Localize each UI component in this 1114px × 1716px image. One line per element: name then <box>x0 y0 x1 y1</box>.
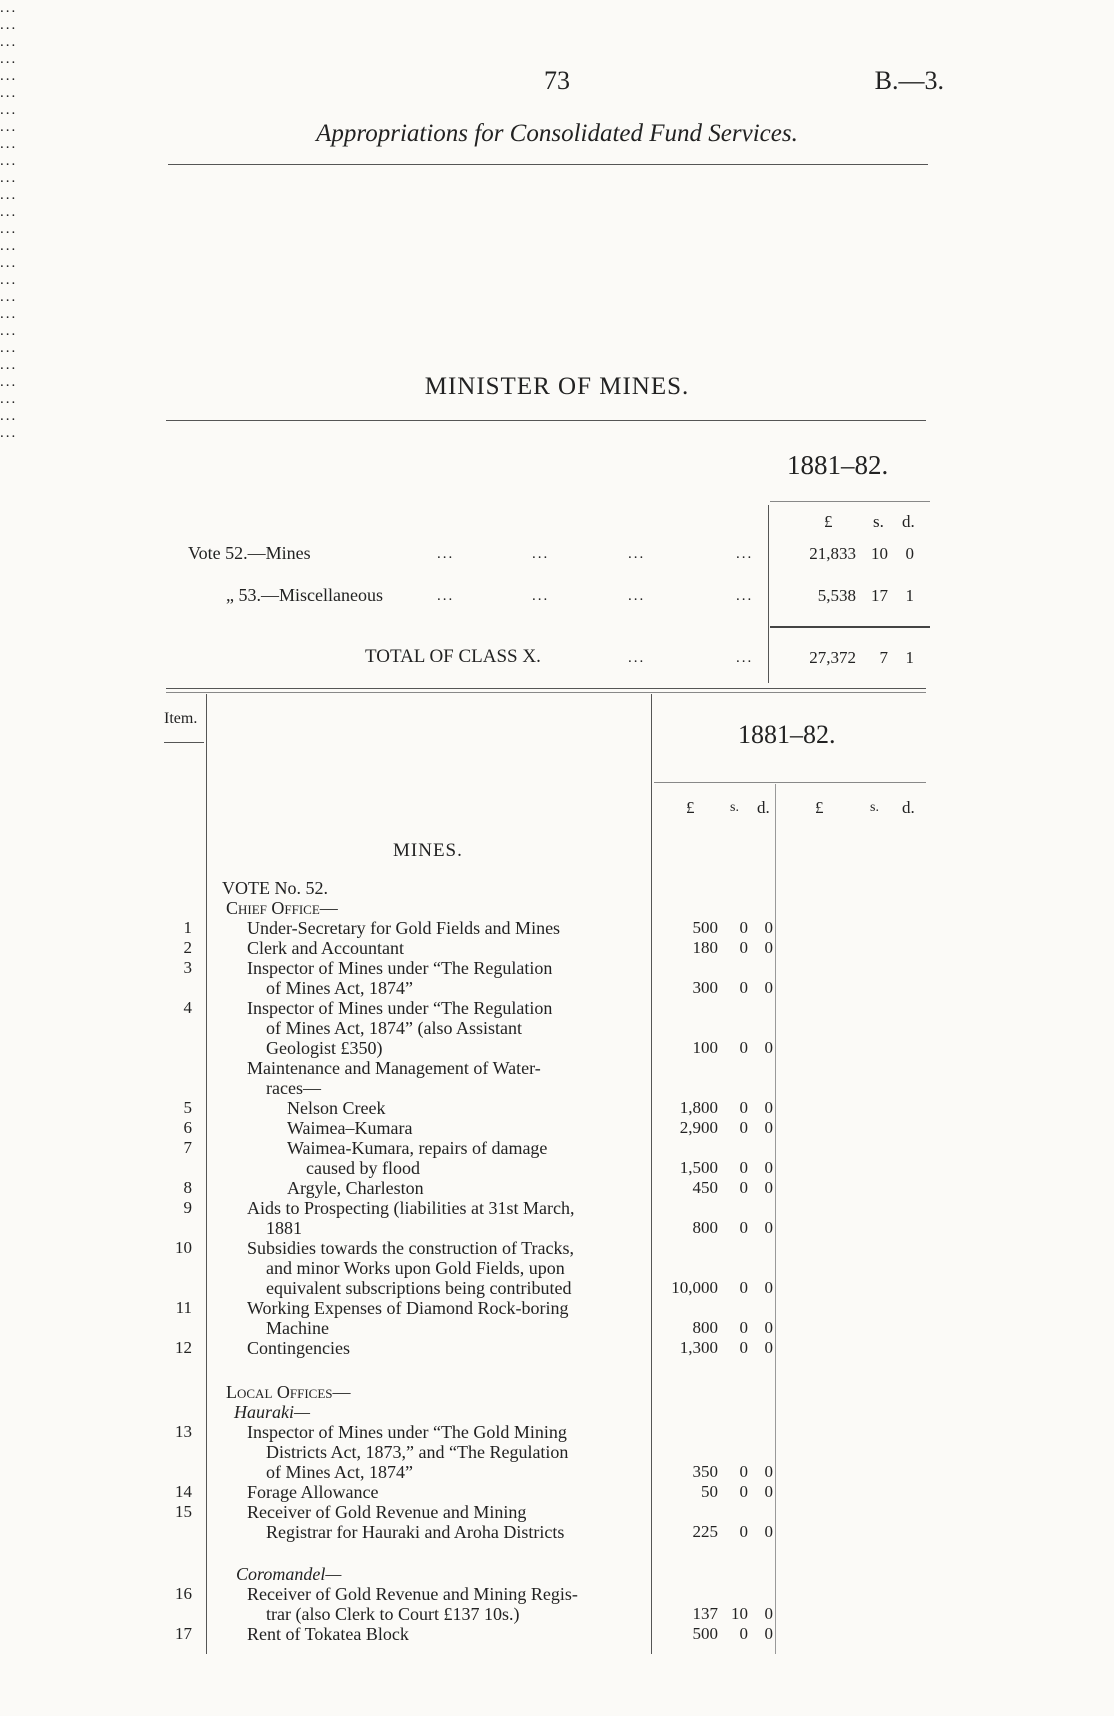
local-offices-heading: Local Offices— <box>226 1382 351 1402</box>
leader-dots: ... <box>0 204 18 220</box>
leader-dots: ... <box>0 34 18 50</box>
summary-vote53-pounds: 5,538 <box>817 586 856 605</box>
item-number: 7 <box>183 1138 192 1157</box>
item-shillings: 0 <box>739 1278 748 1297</box>
item-description: Inspector of Mines under “The Regulation <box>247 998 553 1018</box>
item-pence: 0 <box>764 1158 773 1177</box>
item-pounds: 300 <box>692 978 718 997</box>
item-description: Argyle, Charleston <box>287 1178 424 1198</box>
leader-dots: ... <box>0 119 18 135</box>
item-shillings: 0 <box>739 1318 748 1337</box>
item-pounds: 137 <box>692 1604 718 1623</box>
leader-dots: ... <box>0 0 18 16</box>
summary-total-dots: ... <box>736 650 754 666</box>
item-description: Geologist £350) <box>266 1038 383 1058</box>
item-description: of Mines Act, 1874” (also Assistant <box>266 1018 522 1038</box>
table-top-rule-2 <box>166 692 926 693</box>
summary-vote53-pence: 1 <box>905 586 914 605</box>
item-description: Contingencies <box>247 1338 350 1358</box>
item-description: Subsidies towards the construction of Tracks, <box>247 1238 574 1258</box>
item-description: Clerk and Accountant <box>247 938 404 958</box>
item-header-rule <box>164 742 204 743</box>
summary-vote53-dots: ... <box>628 588 646 604</box>
item-pounds: 800 <box>692 1218 718 1237</box>
summary-vote52-pounds: 21,833 <box>809 544 856 563</box>
coromandel-heading: Coromandel— <box>236 1564 342 1584</box>
summary-shilling-header: s. <box>873 512 884 531</box>
item-shillings: 10 <box>731 1604 748 1623</box>
summary-pound-header: £ <box>824 512 833 531</box>
vote-heading: VOTE No. 52. <box>222 878 328 898</box>
summary-vote53-dots: ... <box>532 588 550 604</box>
leader-dots: ... <box>0 408 18 424</box>
item-pounds: 350 <box>692 1462 718 1481</box>
summary-divider <box>768 505 769 683</box>
table-year: 1881–82. <box>738 720 836 749</box>
item-pence: 0 <box>764 1098 773 1117</box>
leader-dots: ... <box>0 51 18 67</box>
table-year-rule <box>654 782 926 783</box>
chief-office-heading: Chief Office— <box>226 898 338 918</box>
summary-pence-header: d. <box>902 512 915 531</box>
text-column-divider <box>651 694 652 1654</box>
item-pence: 0 <box>764 978 773 997</box>
summary-vote52-dots: ... <box>736 546 754 562</box>
col2-shilling-header: s. <box>870 800 879 815</box>
item-number: 13 <box>175 1422 192 1441</box>
item-description: and minor Works upon Gold Fields, upon <box>266 1258 565 1278</box>
col2-pound-header: £ <box>815 798 824 817</box>
leader-dots: ... <box>0 17 18 33</box>
item-number: 9 <box>183 1198 192 1217</box>
item-number: 15 <box>175 1502 192 1521</box>
item-description: Receiver of Gold Revenue and Mining <box>247 1502 527 1522</box>
col1-pound-header: £ <box>686 798 695 817</box>
leader-dots: ... <box>0 357 18 373</box>
amount-column-divider <box>775 784 776 1654</box>
section-rule <box>166 420 926 421</box>
item-description: Rent of Tokatea Block <box>247 1624 409 1644</box>
item-shillings: 0 <box>739 978 748 997</box>
item-description: 1881 <box>266 1218 302 1238</box>
item-pence: 0 <box>764 1462 773 1481</box>
item-number: 16 <box>175 1584 192 1603</box>
item-number: 17 <box>175 1624 192 1643</box>
item-description: Nelson Creek <box>287 1098 386 1118</box>
item-description: of Mines Act, 1874” <box>266 1462 413 1482</box>
item-description: Inspector of Mines under “The Regulation <box>247 958 553 978</box>
summary-year: 1881–82. <box>787 450 889 480</box>
item-number: 5 <box>183 1098 192 1117</box>
leader-dots: ... <box>0 102 18 118</box>
item-description: Aids to Prospecting (liabilities at 31st March, <box>247 1198 575 1218</box>
col1-shilling-header: s. <box>730 800 739 815</box>
item-description: races— <box>266 1078 321 1098</box>
leader-dots: ... <box>0 85 18 101</box>
item-pounds: 10,000 <box>671 1278 718 1297</box>
item-description: Forage Allowance <box>247 1482 379 1502</box>
item-shillings: 0 <box>739 938 748 957</box>
item-pence: 0 <box>764 1522 773 1541</box>
item-pence: 0 <box>764 1482 773 1501</box>
item-pounds: 500 <box>692 1624 718 1643</box>
col2-pence-header: d. <box>902 798 915 817</box>
item-number: 10 <box>175 1238 192 1257</box>
item-shillings: 0 <box>739 1098 748 1117</box>
item-shillings: 0 <box>739 1338 748 1357</box>
item-shillings: 0 <box>739 1522 748 1541</box>
item-pounds: 2,900 <box>679 1118 718 1137</box>
item-description: Inspector of Mines under “The Gold Mining <box>247 1422 567 1442</box>
leader-dots: ... <box>0 425 18 441</box>
item-pence: 0 <box>764 1604 773 1623</box>
item-description: Districts Act, 1873,” and “The Regulation <box>266 1442 569 1462</box>
item-number: 2 <box>183 938 192 957</box>
leader-dots: ... <box>0 306 18 322</box>
summary-total-pence: 1 <box>905 648 914 667</box>
leader-dots: ... <box>0 170 18 186</box>
summary-vote53-shillings: 17 <box>871 586 888 605</box>
item-pounds: 50 <box>701 1482 718 1501</box>
leader-dots: ... <box>0 374 18 390</box>
item-pounds: 450 <box>692 1178 718 1197</box>
leader-dots: ... <box>0 153 18 169</box>
item-description: Waimea-Kumara, repairs of damage <box>287 1138 548 1158</box>
summary-total-rule <box>770 626 930 628</box>
page-subtitle: Appropriations for Consolidated Fund Services. <box>316 120 798 147</box>
item-description: Waimea–Kumara <box>287 1118 413 1138</box>
item-pounds: 180 <box>692 938 718 957</box>
item-pounds: 500 <box>692 918 718 937</box>
item-description: Under-Secretary for Gold Fields and Mines <box>247 918 561 938</box>
item-number: 11 <box>175 1298 192 1317</box>
leader-dots: ... <box>0 255 18 271</box>
item-shillings: 0 <box>739 1178 748 1197</box>
item-description: Receiver of Gold Revenue and Mining Regis- <box>247 1584 578 1604</box>
item-number: 3 <box>183 958 192 977</box>
item-pence: 0 <box>764 1118 773 1137</box>
header-rule <box>168 164 928 165</box>
item-number: 1 <box>183 918 192 937</box>
hauraki-heading: Hauraki— <box>234 1402 310 1422</box>
leader-dots: ... <box>0 340 18 356</box>
leader-dots: ... <box>0 289 18 305</box>
section-title: MINISTER OF MINES. <box>424 373 690 400</box>
summary-vote52-shillings: 10 <box>871 544 888 563</box>
item-shillings: 0 <box>739 918 748 937</box>
summary-vote52-dots: ... <box>437 546 455 562</box>
item-shillings: 0 <box>739 1118 748 1137</box>
leader-dots: ... <box>0 187 18 203</box>
item-description: equivalent subscriptions being contributed <box>266 1278 572 1298</box>
item-shillings: 0 <box>739 1038 748 1057</box>
item-description: of Mines Act, 1874” <box>266 978 413 998</box>
page-number: 73 <box>544 66 570 95</box>
summary-vote53-dots: ... <box>736 588 754 604</box>
item-pence: 0 <box>764 1338 773 1357</box>
summary-year-rule <box>770 501 930 502</box>
leader-dots: ... <box>0 323 18 339</box>
leader-dots: ... <box>0 68 18 84</box>
summary-total-shillings: 7 <box>879 648 888 667</box>
item-number: 12 <box>175 1338 192 1357</box>
item-pounds: 225 <box>692 1522 718 1541</box>
item-shillings: 0 <box>739 1218 748 1237</box>
item-pence: 0 <box>764 1318 773 1337</box>
summary-vote52-dots: ... <box>532 546 550 562</box>
item-pence: 0 <box>764 1218 773 1237</box>
item-description: caused by flood <box>306 1158 420 1178</box>
summary-vote53-label: „ 53.—Miscellaneous <box>226 585 383 605</box>
item-description: Machine <box>266 1318 329 1338</box>
table-top-rule <box>166 688 926 689</box>
item-shillings: 0 <box>739 1624 748 1643</box>
item-shillings: 0 <box>739 1482 748 1501</box>
item-pounds: 800 <box>692 1318 718 1337</box>
col1-pence-header: d. <box>757 798 770 817</box>
leader-dots: ... <box>0 272 18 288</box>
item-pounds: 100 <box>692 1038 718 1057</box>
summary-total-pounds: 27,372 <box>809 648 856 667</box>
item-number: 14 <box>175 1482 192 1501</box>
item-pounds: 1,500 <box>679 1158 718 1177</box>
item-column-header: Item. <box>164 710 198 727</box>
summary-vote53-dots: ... <box>437 588 455 604</box>
item-pence: 0 <box>764 938 773 957</box>
item-pence: 0 <box>764 1178 773 1197</box>
leader-dots: ... <box>0 391 18 407</box>
item-description: Working Expenses of Diamond Rock-boring <box>247 1298 569 1318</box>
item-pence: 0 <box>764 1278 773 1297</box>
mines-heading: MINES. <box>393 840 463 861</box>
item-pence: 0 <box>764 1038 773 1057</box>
item-shillings: 0 <box>739 1462 748 1481</box>
item-number: 6 <box>183 1118 192 1137</box>
summary-vote52-dots: ... <box>628 546 646 562</box>
leader-dots: ... <box>0 221 18 237</box>
item-number: 8 <box>183 1178 192 1197</box>
item-description: trar (also Clerk to Court £137 10s.) <box>266 1604 520 1624</box>
item-description: Registrar for Hauraki and Aroha Districts <box>266 1522 565 1542</box>
item-shillings: 0 <box>739 1158 748 1177</box>
item-pounds: 1,800 <box>679 1098 718 1117</box>
summary-total-dots: ... <box>628 650 646 666</box>
leader-dots: ... <box>0 238 18 254</box>
document-reference: B.—3. <box>874 66 944 95</box>
leader-dots: ... <box>0 136 18 152</box>
summary-vote52-pence: 0 <box>905 544 914 563</box>
item-pounds: 1,300 <box>679 1338 718 1357</box>
item-column-divider <box>206 694 207 1654</box>
item-description: Maintenance and Management of Water- <box>247 1058 541 1078</box>
item-pence: 0 <box>764 1624 773 1643</box>
item-pence: 0 <box>764 918 773 937</box>
summary-total-label: TOTAL OF CLASS X. <box>365 646 541 667</box>
summary-vote52-label: Vote 52.—Mines <box>188 543 311 563</box>
item-number: 4 <box>183 998 192 1017</box>
